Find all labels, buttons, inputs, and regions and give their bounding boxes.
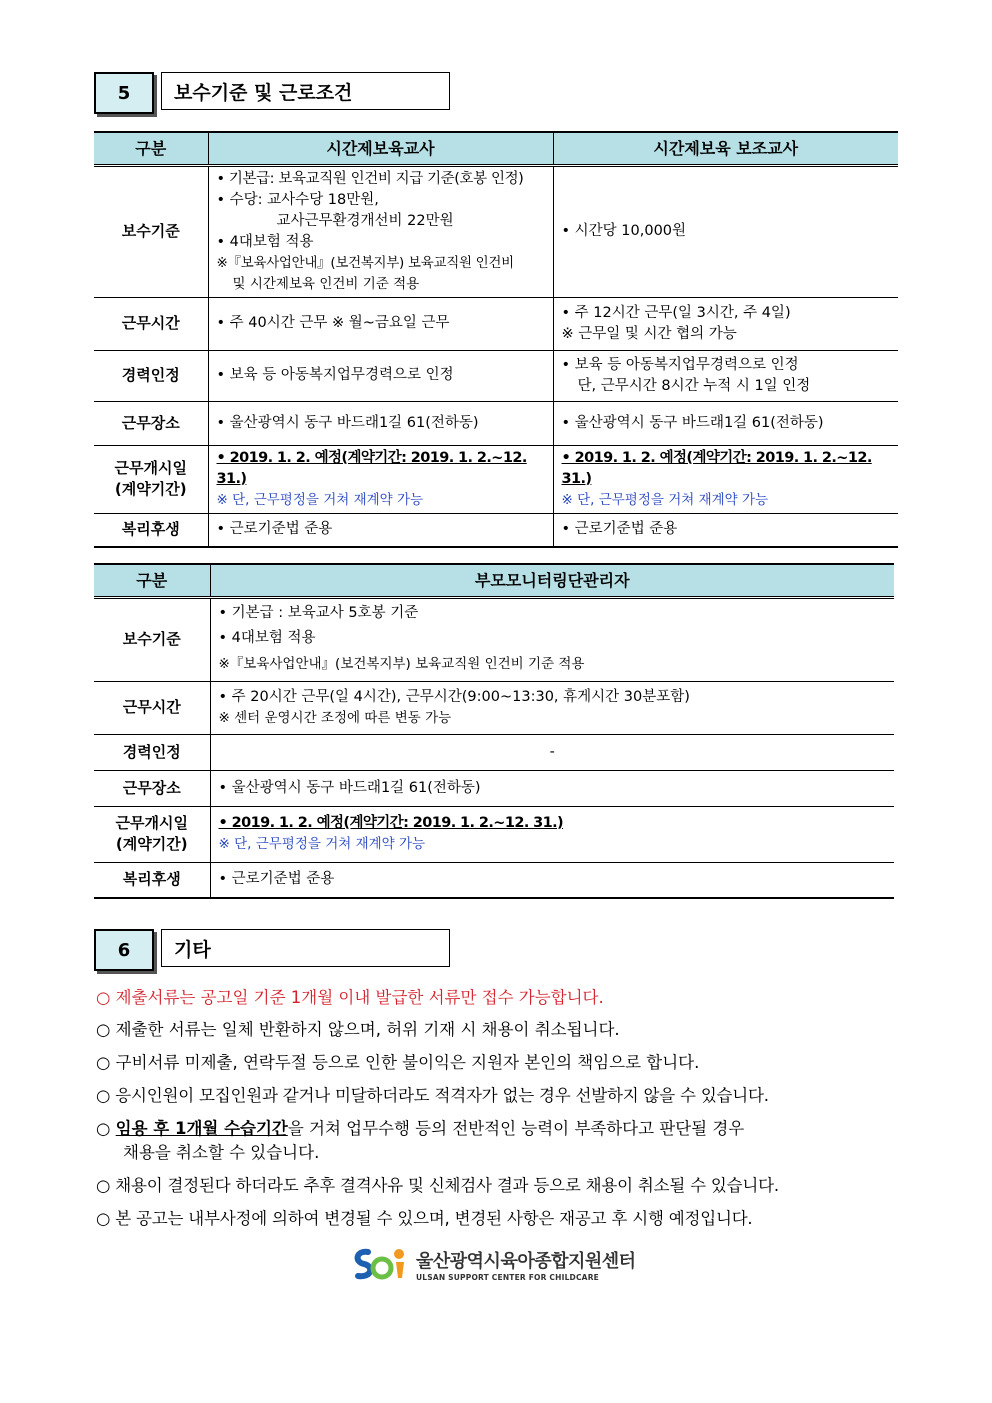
welfare-teacher-cell: • 근로기준법 준용 [208, 513, 553, 547]
org-name: 울산광역시육아종합지원센터 [416, 1250, 636, 1272]
org-logo-icon [352, 1244, 410, 1284]
career-assistant-cell: • 보육 등 아동복지업무경력으로 인정 단, 근무시간 8시간 누적 시 1일 인정 [553, 350, 898, 401]
table-row-welfare [94, 513, 898, 547]
conditions-table-monitoring [94, 563, 894, 899]
header-part-time-teacher: 시간제보육교사 [208, 132, 553, 165]
other-notes-list [96, 986, 906, 1231]
header2-category: 구분 [94, 564, 210, 597]
table-header-row [94, 132, 898, 165]
hours-teacher-cell: • 주 40시간 근무 ※ 월~금요일 근무 [208, 297, 553, 350]
note-item-7: ○ 본 공고는 내부사정에 의하여 변경될 수 있으며, 변경된 사항은 재공고 후 시행 예정입니다. [96, 1209, 753, 1228]
table-row-career [94, 350, 898, 401]
place-manager-cell: • 울산광역시 동구 바드래1길 61(전하동) [210, 770, 894, 806]
section-5-number: 5 [94, 72, 154, 114]
pay-manager-cell: • 기본급 : 보육교사 5호봉 기준 • 4대보험 적용 ※『보육사업안내』(보건복지부) 보육교직원 인건비 기준 적용 [210, 597, 894, 681]
org-logo [352, 1244, 636, 1284]
row-label-start: 근무개시일 (계약기간) [94, 445, 208, 513]
place-assistant-cell: • 울산광역시 동구 바드래1길 61(전하동) [553, 401, 898, 445]
career-teacher-cell: • 보육 등 아동복지업무경력으로 인정 [208, 350, 553, 401]
table-row-place [94, 401, 898, 445]
conditions-table-teachers [94, 131, 898, 548]
welfare-manager-cell: • 근로기준법 준용 [210, 862, 894, 898]
start-teacher-cell: • 2019. 1. 2. 예정(계약기간: 2019. 1. 2.~12. 31.) ※ 단, 근무평정을 거쳐 재계약 가능 [208, 445, 553, 513]
row-label-career: 경력인정 [94, 350, 208, 401]
hours-manager-cell: • 주 20시간 근무(일 4시간), 근무시간(9:00~13:30, 휴게시간 30분포함) ※ 센터 운영시간 조정에 따른 변동 가능 [210, 681, 894, 734]
row-label-hours: 근무시간 [94, 297, 208, 350]
table-row-pay [94, 165, 898, 297]
row2-label-place: 근무장소 [94, 770, 210, 806]
row-label-welfare: 복리후생 [94, 513, 208, 547]
note-item-5-cont: 채용을 취소할 수 있습니다. [123, 1143, 320, 1162]
table2-row-place [94, 770, 894, 806]
table2-row-career [94, 734, 894, 770]
place-teacher-cell: • 울산광역시 동구 바드래1길 61(전하동) [208, 401, 553, 445]
note-item-6: ○ 채용이 결정된다 하더라도 추후 결격사유 및 신체검사 결과 등으로 채용이 취소될 수 있습니다. [96, 1176, 779, 1195]
hours-assistant-cell: • 주 12시간 근무(일 3시간, 주 4일) ※ 근무일 및 시간 협의 가능 [553, 297, 898, 350]
row2-label-career: 경력인정 [94, 734, 210, 770]
section-6-title: 기타 [161, 929, 450, 967]
table2-row-hours [94, 681, 894, 734]
table-row-hours [94, 297, 898, 350]
table2-row-welfare [94, 862, 894, 898]
note-item-1: ○ 제출서류는 공고일 기준 1개월 이내 발급한 서류만 접수 가능합니다. [96, 988, 604, 1007]
row-label-pay: 보수기준 [94, 165, 208, 297]
row2-label-start: 근무개시일 (계약기간) [94, 806, 210, 862]
row-label-place: 근무장소 [94, 401, 208, 445]
pay-assistant-cell: • 시간당 10,000원 [553, 165, 898, 297]
row2-label-welfare: 복리후생 [94, 862, 210, 898]
section-5-title: 보수기준 및 근로조건 [161, 72, 450, 110]
table-row-start [94, 445, 898, 513]
note-item-5: ○ 임용 후 1개월 수습기간을 거쳐 업무수행 등의 전반적인 능력이 부족하다고 판단될 경우 [96, 1119, 745, 1138]
note-item-2: ○ 제출한 서류는 일체 반환하지 않으며, 허위 기재 시 채용이 취소됩니다. [96, 1020, 620, 1039]
header-monitoring-manager: 부모모니터링단관리자 [210, 564, 894, 597]
probation-period-text: 임용 후 1개월 수습기간 [115, 1119, 288, 1138]
header-assistant-teacher: 시간제보육 보조교사 [553, 132, 898, 165]
pay-teacher-cell: • 기본급: 보육교직원 인건비 지급 기준(호봉 인정) • 수당: 교사수당 18만원, 교사근무환경개선비 22만원 • 4대보험 적용 ※『보육사업안내』(보건복지부) 보육교직원 인건비 및 시간제보육 인건비 기준 적용 [208, 165, 553, 297]
org-name-en: ULSAN SUPPORT CENTER FOR CHILDCARE [416, 1272, 599, 1282]
section-6-number: 6 [94, 929, 154, 971]
note-item-3: ○ 구비서류 미제출, 연락두절 등으로 인한 불이익은 지원자 본인의 책임으로 합니다. [96, 1053, 700, 1072]
row2-label-hours: 근무시간 [94, 681, 210, 734]
welfare-assistant-cell: • 근로기준법 준용 [553, 513, 898, 547]
start-manager-cell: • 2019. 1. 2. 예정(계약기간: 2019. 1. 2.~12. 31.) ※ 단, 근무평정을 거쳐 재계약 가능 [210, 806, 894, 862]
table2-row-start [94, 806, 894, 862]
career-manager-cell: - [210, 734, 894, 770]
row2-label-pay: 보수기준 [94, 597, 210, 681]
table2-header-row [94, 564, 894, 597]
header-category: 구분 [94, 132, 208, 165]
start-assistant-cell: • 2019. 1. 2. 예정(계약기간: 2019. 1. 2.~12. 31.) ※ 단, 근무평정을 거쳐 재계약 가능 [553, 445, 898, 513]
table2-row-pay [94, 597, 894, 681]
note-item-4: ○ 응시인원이 모집인원과 같거나 미달하더라도 적격자가 없는 경우 선발하지 않을 수 있습니다. [96, 1086, 769, 1105]
